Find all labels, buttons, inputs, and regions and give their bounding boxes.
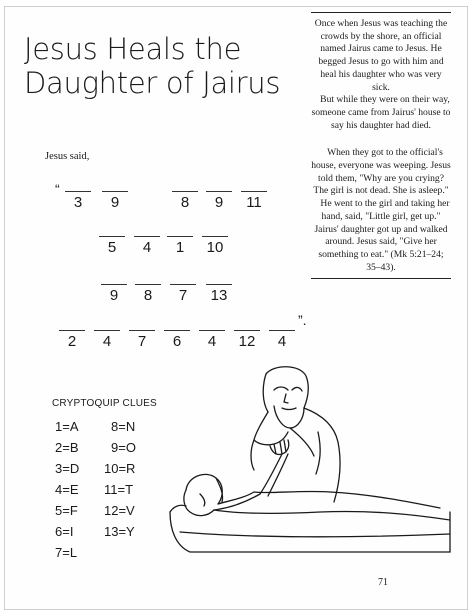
puzzle-blank: 4	[93, 334, 121, 349]
puzzle-blank: 9	[101, 195, 129, 210]
puzzle-blank: 7	[128, 334, 156, 349]
clue: 6=I	[55, 524, 74, 539]
puzzle-blank: 8	[134, 288, 162, 303]
clue: 13=Y	[104, 524, 135, 539]
close-quote: ”.	[298, 312, 307, 328]
puzzle-blank: 1	[166, 240, 194, 255]
puzzle-blank: 11	[240, 195, 268, 210]
puzzle-blank: 5	[98, 240, 126, 255]
page-title: Jesus Heals the Daughter of Jairus	[24, 32, 281, 100]
puzzle-blank: 13	[205, 288, 233, 303]
puzzle-blank: 6	[163, 334, 191, 349]
page-number: 71	[378, 577, 388, 588]
clue: 11=T	[104, 482, 134, 497]
clue: 3=D	[55, 461, 80, 476]
puzzle-blank: 8	[171, 195, 199, 210]
story-paragraph: Once when Jesus was teaching the crowds by the shore, an official named Jairus came to Jesus. He begged Jesus to go with him and heal his daughter who was very sick.	[314, 18, 448, 93]
story-paragraph: But while they were on their way, someone came from Jairus' house to say his daughter had died.	[311, 94, 451, 131]
story-paragraph: When they got to the official's house, everyone was weeping. Jesus told them, "Why are you crying? The girl is not dead. She is asleep."	[311, 147, 451, 197]
puzzle-blank: 10	[201, 240, 229, 255]
jesus-healing-illustration	[150, 362, 470, 562]
puzzle-blank: 3	[64, 195, 92, 210]
story-paragraph: He went to the girl and taking her hand, said, "Little girl, get up." Jairus' daughter got up and walked around. Jesus said, "Give her something to eat." (Mk 5:21–24; 35–43).	[314, 198, 450, 273]
puzzle-blank: 4	[198, 334, 226, 349]
puzzle-blank: 9	[100, 288, 128, 303]
puzzle-blank: 12	[233, 334, 261, 349]
clue: 10=R	[104, 461, 136, 476]
puzzle-blank: 4	[268, 334, 296, 349]
clue: 12=V	[104, 503, 135, 518]
open-quote: “	[55, 181, 60, 197]
clues-title: CRYPTOQUIP CLUES	[52, 398, 157, 409]
clue: 2=B	[55, 440, 79, 455]
clue: 1=A	[55, 419, 79, 434]
puzzle-blank: 7	[169, 288, 197, 303]
clue: 9=O	[111, 440, 136, 455]
story-text	[311, 12, 451, 279]
puzzle-intro: Jesus said,	[45, 151, 90, 162]
clue: 4=E	[55, 482, 79, 497]
story-divider	[311, 278, 451, 279]
clue: 7=L	[55, 545, 78, 560]
puzzle-blank: 4	[133, 240, 161, 255]
puzzle-blank: 2	[58, 334, 86, 349]
puzzle-blank: 9	[205, 195, 233, 210]
clue: 8=N	[111, 419, 136, 434]
clue: 5=F	[55, 503, 78, 518]
